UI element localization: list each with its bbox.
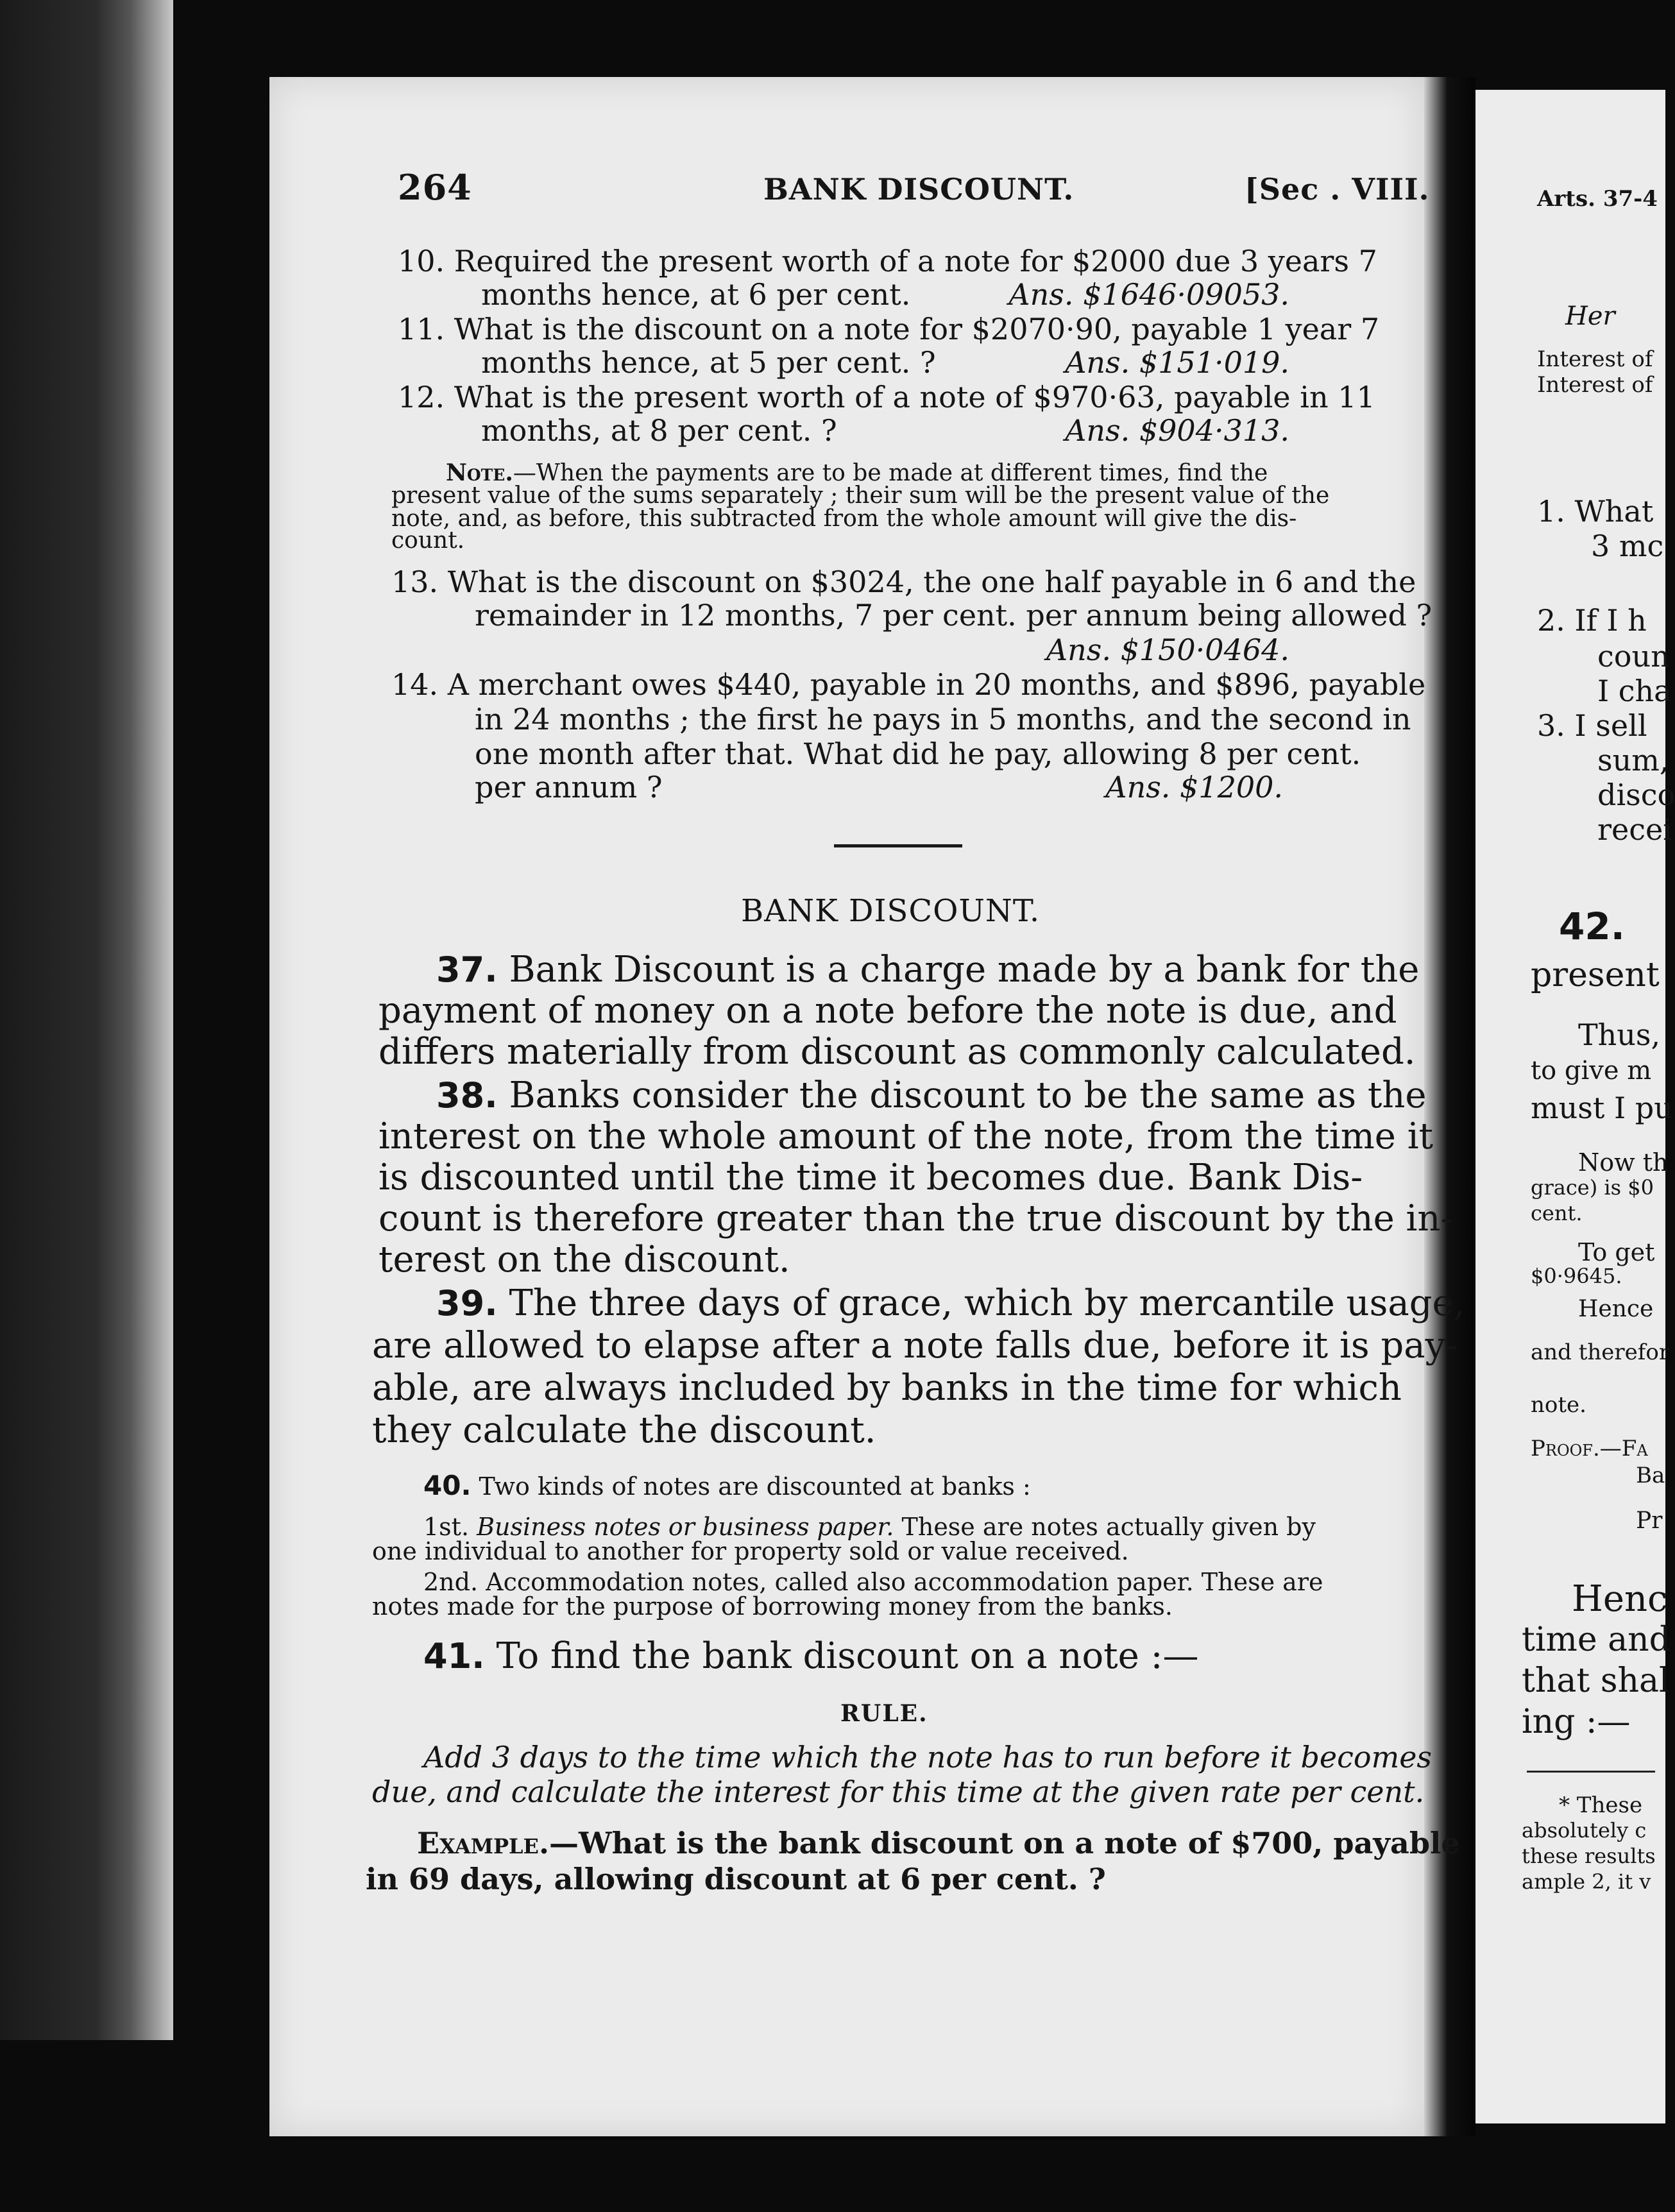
exercise-14-line2: in 24 months ; the first he pays in 5 months, and the second in: [475, 702, 1411, 736]
exercise-number: 11.: [398, 312, 445, 346]
note-line3: note, and, as before, this subtracted from the whole amount will give the dis-: [391, 506, 1297, 532]
right-line: absolutely c: [1522, 1818, 1647, 1842]
article-number: 37.: [436, 949, 498, 990]
right-line: Interest of: [1537, 346, 1653, 372]
right-line: note.: [1531, 1392, 1586, 1418]
exercise-12-line2: [481, 413, 1289, 448]
exercise-10: [398, 244, 1377, 278]
exercise-11: [398, 312, 1379, 346]
right-line: Hence: [1578, 1296, 1654, 1322]
exercise-text: What is the discount on $3024, the one half payable in 6 and the: [447, 565, 1416, 599]
exercise-number: 12.: [398, 380, 445, 414]
article-40: [423, 1470, 1031, 1501]
page-number: 264: [398, 167, 472, 208]
article-38-line5: terest on the discount.: [378, 1239, 790, 1280]
right-line: Thus,: [1578, 1017, 1661, 1052]
example-line1: [417, 1826, 1460, 1860]
exercise-text: What is the present worth of a note of $970·63, payable in 11: [454, 380, 1375, 414]
example-text: —What is the bank discount on a note of $700, payable: [548, 1826, 1460, 1860]
exercise-text: months hence, at 6 per cent.: [481, 277, 911, 312]
article-38-line4: count is therefore greater than the true discount by the in-: [378, 1198, 1453, 1239]
article-37: [436, 949, 1419, 991]
article-text: These are notes actually given by: [901, 1513, 1316, 1541]
example-line2: in 69 days, allowing discount at 6 per cent. ?: [366, 1862, 1106, 1896]
right-line: disco: [1597, 778, 1675, 812]
right-line: Her: [1565, 302, 1615, 331]
right-line: I cha: [1597, 674, 1672, 708]
section-heading: BANK DISCOUNT.: [741, 893, 1041, 929]
article-text: The three days of grace, which by mercantile usage,: [509, 1282, 1465, 1324]
exercise-14-line4: [475, 770, 1283, 804]
right-line: ample 2, it v: [1522, 1869, 1651, 1894]
right-running-header: Arts. 37-4: [1537, 186, 1658, 212]
article-text: Two kinds of notes are discounted at banks :: [479, 1472, 1031, 1501]
exercise-answer: Ans. $1646·09053.: [1008, 277, 1289, 312]
footnote-rule: [1527, 1771, 1655, 1773]
right-line: Henc: [1572, 1578, 1668, 1620]
article-40-first: [423, 1514, 1316, 1540]
article-41: [423, 1636, 1199, 1677]
rule-heading: RULE.: [840, 1700, 928, 1727]
article-number: 41.: [423, 1636, 485, 1676]
exercise-text: Required the present worth of a note for $2000 due 3 years 7: [454, 244, 1377, 278]
right-line: grace) is $0: [1531, 1175, 1654, 1200]
left-page: [269, 77, 1465, 2136]
right-line: 3. I sell: [1537, 708, 1647, 743]
right-line: 3 mc: [1591, 529, 1664, 563]
right-line: Pr: [1636, 1508, 1663, 1534]
article-number: 39.: [436, 1283, 498, 1323]
exercise-13-answer: Ans. $150·0464.: [1046, 633, 1289, 667]
article-39-line4: they calculate the discount.: [372, 1409, 876, 1451]
example-label: Example.: [417, 1826, 549, 1860]
article-number: 40.: [423, 1470, 472, 1501]
exercise-14: [391, 667, 1425, 702]
right-line: sum,: [1597, 743, 1669, 778]
exercise-12: [398, 380, 1375, 414]
article-40-second: 2nd. Accommodation notes, called also accommodation paper. These are: [423, 1568, 1323, 1596]
article-text: Bank Discount is a charge made by a bank for the: [509, 949, 1420, 991]
note-text: —When the payments are to be made at different times, find the: [513, 460, 1268, 486]
exercise-answer: Ans. $1200.: [1105, 770, 1283, 804]
article-text: Banks consider the discount to be the same as the: [509, 1075, 1427, 1116]
article-39-line3: able, are always included by banks in the time for which: [372, 1367, 1402, 1409]
running-title: BANK DISCOUNT.: [763, 172, 1075, 207]
right-line: that shal: [1522, 1662, 1670, 1700]
note-line1: [446, 459, 1268, 486]
exercise-text: What is the discount on a note for $2070·90, payable 1 year 7: [454, 312, 1380, 346]
note-line4: count.: [391, 527, 465, 554]
right-line: these results: [1522, 1844, 1656, 1868]
article-number: 38.: [436, 1075, 498, 1116]
right-page: [1475, 90, 1675, 2123]
article-text: To find the bank discount on a note :—: [496, 1635, 1199, 1677]
exercise-answer: Ans. $904·313.: [1065, 413, 1289, 448]
article-38-line2: interest on the whole amount of the note, from the time it: [378, 1116, 1434, 1157]
article-37-line3: differs materially from discount as commonly calculated.: [378, 1031, 1416, 1073]
right-line: Ba: [1636, 1463, 1665, 1488]
right-line: cent.: [1531, 1201, 1583, 1225]
section-divider: [834, 844, 962, 847]
exercise-11-line2: [481, 345, 1289, 380]
exercise-text: months hence, at 5 per cent. ?: [481, 345, 936, 380]
right-line: ing :—: [1522, 1703, 1631, 1741]
exercise-text: months, at 8 per cent. ?: [481, 413, 837, 448]
book-page-edges: [0, 0, 173, 2040]
note-type-title: Business notes or business paper.: [477, 1513, 894, 1541]
exercise-text: per annum ?: [475, 770, 663, 804]
rule-line2: due, and calculate the interest for this time at the given rate per cent.: [372, 1774, 1425, 1809]
right-line: time and: [1522, 1621, 1671, 1659]
right-line: Proof.—Fa: [1531, 1436, 1648, 1461]
exercise-13-line2: remainder in 12 months, 7 per cent. per annum being allowed ?: [475, 598, 1433, 633]
right-line: present: [1531, 956, 1660, 994]
exercise-number: 14.: [391, 667, 439, 702]
right-line: must I pu: [1531, 1091, 1673, 1125]
exercise-number: 10.: [398, 244, 445, 278]
right-line: and therefor: [1531, 1340, 1670, 1365]
exercise-10-line2: [481, 277, 1289, 312]
right-line: To get: [1578, 1238, 1655, 1266]
section-label: [Sec . VIII.: [1245, 172, 1430, 207]
right-line: 2. If I h: [1537, 603, 1647, 638]
article-40-second-line2: notes made for the purpose of borrowing money from the banks.: [372, 1592, 1173, 1621]
list-marker: 1st.: [423, 1513, 470, 1541]
right-line: Interest of: [1537, 372, 1653, 398]
right-line: Now th: [1578, 1148, 1669, 1177]
right-line: $0·9645.: [1531, 1264, 1622, 1288]
note-line2: present value of the sums separately ; their sum will be the present value of the: [391, 482, 1330, 509]
article-39-line2: are allowed to elapse after a note falls due, before it is pay-: [372, 1325, 1458, 1366]
article-39: [436, 1283, 1465, 1324]
article-38: [436, 1075, 1427, 1116]
rule-line1: Add 3 days to the time which the note has to run before it becomes: [423, 1740, 1433, 1774]
article-40-first-line2: one individual to another for property sold or value received.: [372, 1537, 1129, 1565]
exercise-answer: Ans. $151·019.: [1065, 345, 1289, 380]
article-37-line2: payment of money on a note before the note is due, and: [378, 990, 1397, 1032]
exercise-14-line3: one month after that. What did he pay, allowing 8 per cent.: [475, 736, 1361, 771]
exercise-number: 13.: [391, 565, 439, 599]
article-38-line3: is discounted until the time it becomes due. Bank Dis-: [378, 1157, 1363, 1198]
right-line: 1. What: [1537, 494, 1654, 529]
exercise-text: A merchant owes $440, payable in 20 months, and $896, payable: [447, 667, 1426, 702]
right-line: recei: [1597, 812, 1672, 847]
right-line: coun: [1597, 639, 1670, 674]
right-line: to give m: [1531, 1056, 1652, 1085]
exercise-13: [391, 565, 1416, 599]
note-label: Note.: [446, 459, 513, 486]
right-line: 42.: [1559, 905, 1625, 948]
right-line: * These: [1559, 1792, 1643, 1818]
